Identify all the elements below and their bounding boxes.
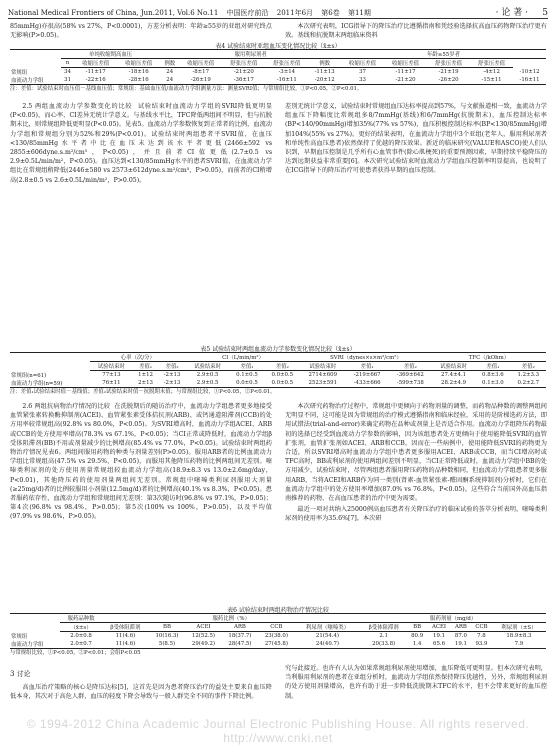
table-cell: 2.1 bbox=[379, 633, 388, 639]
table-cell: 19.1 bbox=[433, 633, 446, 639]
table-cell: -8±17 bbox=[192, 69, 210, 75]
table-subheader: 差值₁ bbox=[229, 362, 264, 371]
table-subheader: 试验结束时 bbox=[90, 362, 133, 371]
header-right bbox=[496, 5, 548, 18]
table-cell: -28±16 bbox=[117, 76, 160, 85]
table-subheader: ACEI bbox=[427, 623, 450, 632]
table-cell: 2.0±0.7 bbox=[60, 640, 102, 649]
table-subheader: 例数 bbox=[308, 59, 341, 68]
table-subheader: β受体阻滞剂 bbox=[102, 623, 149, 632]
inline-heading: 2.5 两组血流动力学参数变化的比较 bbox=[22, 103, 133, 110]
left-column-1 bbox=[10, 102, 272, 342]
table-cell: -433±666 bbox=[346, 379, 389, 388]
right-column-2 bbox=[285, 402, 547, 602]
table-cell: 0.0±0.5 bbox=[265, 379, 300, 388]
paragraph bbox=[10, 102, 272, 185]
table-cell: 2.9±0.5 bbox=[186, 379, 229, 388]
table-cell: 1.4 bbox=[407, 640, 427, 649]
table-cell: 18.9±8.3 bbox=[506, 633, 532, 639]
table-group-header: SVRI（dynes×s×m²/cm⁵） bbox=[300, 353, 432, 362]
right-column-1 bbox=[285, 102, 547, 342]
page-number: 5 bbox=[542, 8, 548, 18]
table-cell: 0.1±3.0 bbox=[475, 379, 510, 388]
table-header-cell bbox=[10, 353, 90, 371]
table-cell: 0.1±0.5 bbox=[236, 372, 258, 378]
table-cell: 31 bbox=[61, 76, 74, 85]
table-cell: 血流动力学组(n=59) bbox=[10, 379, 90, 388]
table-subheader: （x̄±s） bbox=[60, 623, 102, 632]
table-cell: 27.4±4.1 bbox=[441, 372, 467, 378]
table-cell: 2±13 bbox=[133, 379, 158, 388]
table4-caption: 表4 试验结束时亚组血压变化情况比较（x̄±s） bbox=[215, 43, 341, 50]
table-cell: -21±20 bbox=[233, 69, 254, 75]
table-group-header: 年龄≥55岁者 bbox=[341, 50, 546, 59]
table-row bbox=[10, 640, 546, 649]
paragraph: 最近一项对共纳入25000例高血压患者有关降压治疗的临床试验的荟萃分析表明，噻嗪类利尿剂的使用率为35.6%[7]。本次研 bbox=[285, 506, 547, 523]
table-cell: 23(38.0) bbox=[264, 633, 288, 639]
table-subheader: 舒张压差值 bbox=[427, 59, 470, 68]
paragraph bbox=[10, 402, 272, 522]
paragraph: 本次研究表明，ICG指导下的降压治疗比遵循指南和凭经验选择抗高血压药物降压治疗更有效。基线和抗脱期末两组临床资料 bbox=[285, 23, 547, 40]
table-subheader: 差值₁ bbox=[346, 362, 389, 371]
table-cell: 29(49.2) bbox=[185, 640, 221, 649]
table-row bbox=[10, 76, 546, 85]
table-cell: 血流动力学组 bbox=[10, 640, 60, 649]
paragraph: 差别无统计学意义，试验结束时常规组血压达标率提高到57%，与文献报道相一致，血流动力学组血压下降幅度比常规组多8/7mmHg(基线)和6/7mmHg(抗脱期末)，血压控制达标率(BP<140/90mmHg)增加35%(77% vs 57%)，血压积极控制达标率(BP<130/85mmHg)增加104%(55% vs 27%)。更好的结果表明，在血流动力学组中3个亚组(老年人，服用利尿剂者和单纯性高血压患者)依然保持了优越的降压效果。新近的临床研究(VALUE和ASCO)使人们认识到，早期血压控制是几乎所有心血管事件(除心肌梗死)的重要预测因素，早期持续平稳降压的达到远期获益非常重要[6]。本次研究试验结束时血流动力学组血压控制率明显提高，也说明了在ICG指导下的降压治疗可使患者获得早期的血压控制。 bbox=[285, 103, 547, 175]
table-cell: 27(45.8) bbox=[258, 640, 294, 649]
table-header-cell bbox=[10, 50, 61, 68]
watermark: © 1994-2012 China Academic Journal Electronic Publishing House. All rights reserved. http://www.cnki.net bbox=[26, 717, 530, 745]
header-volume: 第6卷 bbox=[321, 9, 340, 17]
table-cell: 21(54.4) bbox=[315, 633, 339, 639]
table-cell: 0.2±2.7 bbox=[511, 379, 546, 388]
table-cell: 93.9 bbox=[471, 640, 492, 649]
table-cell: 常规组 bbox=[11, 69, 28, 76]
table-subheader: 试验结束时 bbox=[300, 362, 346, 371]
table-cell: 24(40.7) bbox=[295, 640, 361, 649]
table-cell: 2523±591 bbox=[300, 379, 346, 388]
table-cell: -2±13 bbox=[163, 372, 181, 378]
table-subheader: ACEI bbox=[185, 623, 221, 632]
table-cell: -11±13 bbox=[314, 69, 335, 75]
table-row bbox=[10, 632, 546, 641]
table-subheader: 利尿剂（±S） bbox=[492, 623, 546, 632]
table-subheader: 收缩压差值 bbox=[179, 59, 222, 68]
table-cell: 2714±609 bbox=[308, 372, 338, 378]
table-cell: 76±11 bbox=[90, 379, 133, 388]
table-cell: 19.1 bbox=[451, 640, 471, 649]
table-cell: -11±17 bbox=[85, 69, 106, 75]
inline-heading: 2.6 两组抗病物治疗情况的比较 bbox=[22, 403, 111, 410]
table-cell: -4±12 bbox=[483, 69, 500, 75]
table4 bbox=[10, 49, 546, 85]
table-cell: 2.9±0.5 bbox=[196, 372, 219, 378]
table-cell: 常规组 bbox=[11, 633, 28, 640]
table-subheader: 利尿剂（噻嗪类） bbox=[295, 623, 361, 632]
table-cell: -219±667 bbox=[353, 372, 381, 378]
table-group-header: 服用利尿剂者 bbox=[160, 50, 341, 59]
table-cell: -16±11 bbox=[265, 76, 308, 85]
table-cell: 65.6 bbox=[427, 640, 450, 649]
table-row bbox=[10, 379, 546, 388]
table-subheader: 差值₂ bbox=[389, 362, 432, 371]
table-subheader: 试验结束时 bbox=[186, 362, 229, 371]
table-subheader: 收缩压差值 bbox=[341, 59, 384, 68]
table-cell: -369±642 bbox=[396, 372, 424, 378]
table-cell: 33 bbox=[341, 76, 384, 85]
table-group-header: 心率（次/分） bbox=[90, 353, 186, 362]
table-group-header: 服药剂量（mg/d） bbox=[360, 614, 546, 623]
table-cell: 24 bbox=[160, 76, 179, 85]
table-cell: 24 bbox=[166, 69, 174, 75]
table-group-header: 服药品种数 bbox=[60, 614, 102, 623]
table-cell: -2±13 bbox=[158, 379, 186, 388]
paragraph: 本次研究药物治疗过程中，常规组中更倾向于药物剂量的调整，而药物品种数的调整两组间无明显不同，这可能是因为常规组的治疗模式遵循指南和临床经验，采用的是阶梯选药方法，即用试错法(trial-and-error)来确定药物在品种或剂量上是否适合作用。血流动力学组降压药物最初的选择已经受到血流动力学参数的影响，因为该组患者处方更倾向于使用能降低SVRI的血管扩张剂，血管扩张剂如ACEI、ARB和CCB，因而在一些病例中，使用能降低SVRI的药物更为合适，所以SVRI增高时血流动力学组中患者更多服用ACEI、ARB或CCB，而当CI增高时或TFC高时，BB或利尿剂的使用两组间差别不明显，当CI正常降低或时，血流动力学组中BB的处方用减少，试验结束时，尽管两组患者服用降压药物的品种数相同，但血流动力学组患者更多服用ARB，当将ACEI和ARB作为同一类别(肾素-血管紧张素-醛固酮系统抑制剂)分析时，它们在血流动力学组中的处方使用率增加(87.0% vs 76.8%，P<0.05)。这些符合当前国外高血压指南推荐的药物，在高血压患者的治疗中更为需要。 bbox=[285, 403, 547, 503]
table-cell: 5(8.5) bbox=[149, 640, 185, 649]
table-cell: -26±20 bbox=[427, 76, 470, 85]
table-cell: -20±12 bbox=[308, 76, 341, 85]
top-right-text bbox=[285, 22, 547, 42]
table-subheader: 差值₂ bbox=[265, 362, 300, 371]
header-date: 2011年6月 bbox=[276, 9, 314, 17]
table-subheader: 试验结束时 bbox=[432, 362, 475, 371]
table-cell: 0.0±0.5 bbox=[271, 372, 294, 378]
table-cell: 0.8±3.6 bbox=[482, 372, 504, 378]
table-cell: -22±16 bbox=[74, 76, 117, 85]
table-cell: -18±16 bbox=[128, 69, 149, 75]
table-cell: 20(33.8) bbox=[360, 640, 407, 649]
table-cell: 80.9 bbox=[411, 633, 424, 639]
table-subheader: BB bbox=[407, 623, 427, 632]
table-cell: -21±20 bbox=[384, 76, 427, 85]
table6-note: 与常规组比较，①P<0.05，②P<0.01；会组P<0.05 bbox=[10, 650, 141, 656]
journal-cn: 中国医疗前沿 bbox=[226, 9, 269, 17]
table5-note: 注：差值₁试验结束时值－基线值；差值₂试验结束时值－抗脱期末值；与常规组比较，①P<0.05，②P<0.01。 bbox=[10, 389, 276, 395]
table-cell: 37 bbox=[359, 69, 366, 75]
table-subheader: 差值₂ bbox=[511, 362, 546, 371]
table-subheader: 收缩压差值 bbox=[74, 59, 117, 68]
table-subheader: 差值₁ bbox=[133, 362, 158, 371]
top-left-text bbox=[10, 22, 272, 42]
paragraph-text: 在洗脱期后的随访治疗中，血流动力学组患者更多地接受血管紧张素转换酶抑制剂(ACEI)、血管紧张素受体拮抗剂(ARB)、或钙通道阻滞剂(CCB)的处方用率较常规组高(92.8% vs 80.0%，P<0.05)。为SVRI增高时，血流动力学组ACEI、ARB或CCB的处方使用率增高(78.3% vs 67.1%，P<0.05)；当CI正常或降低时，血流动力学组β受体阻滞剂(BB)不用或剂量减少的比例增高(85.4% vs 77.0%，P<0.05)。试验结束时两组药物治疗情况见表6。两组间服用药物的种类与剂量差别(P>0.05)。服用ARB者的比例血流动力学组比常规组高(47.5% vs 29.5%，P<0.05)，而服用其他降压药物的比例两组间无差别。噻嗪类利尿剂的处方使用剂量常规组较血流动力学组高(18.9±8.3 vs 13.0±2.6mg/day，P<0.01)，其他降压药的使用剂量两组间无差别。常规组中噻嗪类利尿剂服用大剂量(≥25mg/d)者的比例较服用小剂量(12.5mg/d)者的比例增高(40.1% vs 8.3%，P<0.05)。患者服药依存性，血流动力学组和常规组间无差别：第3次随访时(96.8% vs 97.1%，P>0.05)；第4次(96.8% vs 98.4%，P>0.05)；第5次(100% vs 100%，P>0.05)，以及平均值(97.9% vs 98.6%，P>0.05)。 bbox=[10, 403, 272, 521]
table5 bbox=[10, 352, 546, 388]
table-cell: 7.9 bbox=[492, 640, 546, 649]
table-cell: 常规组(n=61) bbox=[11, 372, 47, 379]
table-header-cell bbox=[10, 614, 60, 632]
table-subheader: CCB bbox=[471, 623, 492, 632]
section-label: · 论 著 · bbox=[495, 8, 528, 18]
table-cell: -11±17 bbox=[395, 69, 416, 75]
table5-caption: 表5 试验结束时两组血流动力学参数变化情况比较（x̄±s） bbox=[200, 346, 356, 353]
table-cell: -15±11 bbox=[470, 76, 513, 85]
table-subheader: 差值₂ bbox=[158, 362, 186, 371]
table-subheader: 舒张压差值 bbox=[265, 59, 308, 68]
table-cell: 1.2±3.3 bbox=[517, 372, 540, 378]
paragraph: 85mmHg)亦很高(58% vs 27%，P<0.0001)，方差分析表明：年龄≥55岁的亚组对研究终点无影响(P>0.05)。 bbox=[10, 23, 272, 40]
table-cell: 7.8 bbox=[477, 633, 486, 639]
table-cell: 0.0±0.5 bbox=[229, 379, 264, 388]
table-cell: 28(47.5) bbox=[222, 640, 258, 649]
left-column-2 bbox=[10, 402, 272, 602]
table-cell: -26±19 bbox=[179, 76, 222, 85]
table-cell: -10±12 bbox=[519, 68, 540, 75]
table-cell: 2.0±0.8 bbox=[70, 633, 92, 639]
table-subheader: 收缩压差值 bbox=[384, 59, 427, 68]
table-subheader: n bbox=[61, 59, 74, 68]
paragraph: 高血压治疗策略的核心是降压达标[5]，这首先是因为患者降压治疗的益处主要来自血压降低本身，其次对于高危人群，血压的轻度下降会导致与一般人群完全不同的事件下降比例。 bbox=[10, 684, 272, 701]
table4-note: 注：差值：试验结束时血压值－基线血压值；常规组：基础血压值/血流动力学组测量方法：测量SVRI值；与常规组比较，①P<0.05，②P<0.01。 bbox=[10, 86, 363, 92]
table-subheader: 舒张压差值 bbox=[470, 59, 513, 68]
journal-name: National Medical Frontiers of China, Jun.2011, Vol.6 No.11 bbox=[8, 9, 219, 17]
paragraph: 究与此接近。也许有人认为如果常规组利尿剂使用增加，血压降低可更明显。但本次研究表明，当利服用利尿剂的患者在亚组分析时，血流动力学组依然保持降压优越性，另外，常规组利尿剂的处方使用剂量增高，也许有助于进一步降低洗脱期末TFC的水平，但不会带来更好的血压控制。 bbox=[285, 665, 547, 700]
table-cell: 77±13 bbox=[102, 372, 121, 378]
table-row bbox=[10, 68, 546, 77]
table-group-header: CI（L/min/m²） bbox=[186, 353, 300, 362]
table6-caption: 表6 试验结束时两组药物治疗情况比较 bbox=[227, 607, 329, 614]
table-cell: 87.0 bbox=[454, 633, 467, 639]
table-subheader: β受体阻滞剂 bbox=[360, 623, 407, 632]
table-cell: -599±738 bbox=[389, 379, 432, 388]
table-cell: -21±19 bbox=[438, 69, 459, 75]
table-cell: 18(37.7) bbox=[228, 633, 252, 639]
table-subheader: ARB bbox=[451, 623, 471, 632]
table-subheader: CCB bbox=[258, 623, 294, 632]
header-issue: 第11期 bbox=[347, 9, 371, 17]
table-group-header: 服药比例（%） bbox=[102, 614, 360, 623]
table-cell: 11(4.6) bbox=[102, 640, 149, 649]
table-cell: -3±14 bbox=[278, 69, 296, 75]
paragraph-text: 试验结束时血流动力学组的SVRI降低更明显(P<0.05)，而心率、CI差异无统计学意义。与基线水平比，TFC降低两组间不明显，但与抗脱期末比，则常规组降低更明显(P<0.05)。见表5。血流动力学参数恢复到正常者的比例，血流动力学组和常规组分别为52%和29%(P<0.01)。试验结束时两组患者平SVRI值，在血压<130/85mmHg水平者中比在血压未达到该水平者更低(2466±592 vs 2855±606dyne.s.m²/cm⁵，P<0.05)，并且前者CI值更低(2.7±0.5 vs 2.9±0.5L/min/m²，P<0.05)。血压达到<130/85mmHg水平的患者SVRI值，在血流动力学组比在常规组稍降低(2446±580 vs 2573±612dyne.s.m²/cm⁵，P>0.05)，而前者的CI稍增高(2.8±0.5 vs 2.6±0.5L/min/m²，P>0.05)。 bbox=[10, 103, 272, 184]
running-header bbox=[8, 4, 548, 19]
table-row bbox=[10, 371, 546, 380]
table-subheader: 舒张压差值 bbox=[222, 59, 265, 68]
table-group-header: TFC（/kOhm） bbox=[432, 353, 546, 362]
table-cell: 10(16.3) bbox=[155, 633, 179, 639]
table-subheader: 例数 bbox=[160, 59, 179, 68]
table-cell: 11(4.6) bbox=[115, 633, 136, 639]
table6 bbox=[10, 613, 546, 649]
table-cell: -36±17 bbox=[222, 76, 265, 85]
table-cell: 28.2±4.9 bbox=[432, 379, 475, 388]
table-cell: 12(52.5) bbox=[191, 633, 215, 639]
table-cell: -16±11 bbox=[513, 76, 546, 85]
table-cell: 血流动力学组 bbox=[10, 76, 61, 85]
table-subheader: BB bbox=[149, 623, 185, 632]
table-cell: 1±12 bbox=[138, 372, 153, 378]
table-subheader: ARB bbox=[222, 623, 258, 632]
table-cell: 34 bbox=[64, 69, 72, 75]
section-heading: 3 讨论 bbox=[10, 670, 31, 678]
header-left bbox=[8, 8, 377, 18]
table-subheader: 收缩压差值 bbox=[117, 59, 160, 68]
table-group-header: 单纯收缩期高血压 bbox=[61, 50, 160, 59]
table-subheader: 差值₁ bbox=[475, 362, 510, 371]
